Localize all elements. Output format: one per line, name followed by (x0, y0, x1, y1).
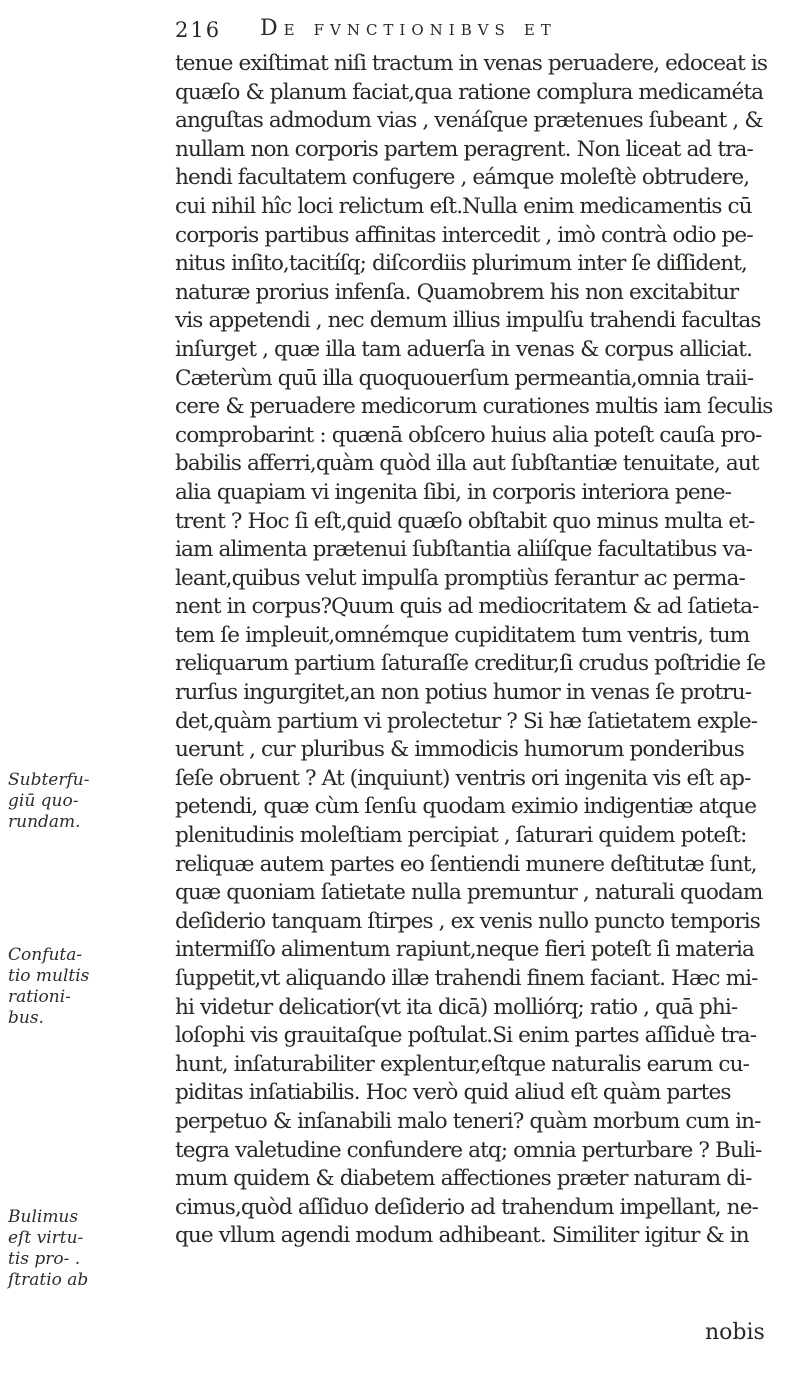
text-line: nent in corpus?Quum quis ad mediocritatem & ad ſatieta- (175, 594, 759, 620)
text-line: loſophi vis grauitaſque poſtulat.Si enim partes aſſiduè tra- (175, 1023, 757, 1049)
text-line: hendi facultatem confugere , eámque moleſtè obtrudere, (175, 165, 750, 191)
running-head: De fvnctionibvs et (260, 16, 557, 41)
text-line: plenitudinis moleſtiam percipiat , ſaturari quidem poteſt: (175, 823, 747, 849)
text-line: nullam non corporis partem peragrent. Non liceat ad tra- (175, 136, 753, 162)
text-line: ſeſe obruent ? At (inquiunt) ventris ori ingenita vis eſt ap- (175, 765, 751, 791)
text-line: petendi, quæ cùm ſenſu quodam eximio indigentiæ atque (175, 794, 757, 820)
text-line: hi videtur delicatior(vt ita dicā) molliórq; ratio , quā phi- (175, 994, 738, 1020)
margin-note-line: bus. (8, 1008, 44, 1028)
catchword: nobis (705, 1320, 765, 1345)
text-line: quæſo & planum faciat,qua ratione complura medicaméta (175, 79, 764, 105)
margin-note-line: tis pro- . (8, 1249, 81, 1269)
margin-note-line: tio multis (8, 966, 90, 986)
page-header (175, 16, 765, 50)
text-line: comprobarint : quænā obſcero huius alia poteſt cauſa pro- (175, 422, 762, 448)
text-line: que vllum agendi modum adhibeant. Similiter igitur & in (175, 1223, 749, 1249)
margin-note-line: rationi- (8, 987, 71, 1007)
text-line: rurſus ingurgitet,an non potius humor in venas ſe protru- (175, 680, 752, 706)
margin-note-line: Subterfu- (8, 770, 90, 790)
text-line: corporis partibus affinitas intercedit , imò contrà odio pe- (175, 222, 753, 248)
margin-note-subterfugium (8, 770, 176, 833)
text-line: naturæ prorius infenſa. Quamobrem his non excitabitur (175, 279, 739, 305)
text-line: babilis afferri,quàm quòd illa aut ſubſtantiæ tenuitate, aut (175, 451, 759, 477)
text-line: intermiſſo alimentum rapiunt,neque fieri poteſt ſi materia (175, 937, 754, 963)
text-line: cimus,quòd aſſiduo deſiderio ad trahendum impellant, ne- (175, 1194, 758, 1220)
text-line: vis appetendi , nec demum illius impulſu trahendi facultas (175, 308, 761, 334)
text-line: deſiderio tanquam ſtirpes , ex venis nullo puncto temporis (175, 908, 760, 934)
text-line: mum quidem & diabetem affectiones præter naturam di- (175, 1166, 752, 1192)
text-line: inſurget , quæ illa tam aduerſa in venas & corpus alliciat. (175, 336, 753, 362)
text-line: ſuppetit,vt aliquando illæ trahendi finem faciant. Hæc mi- (175, 966, 758, 991)
page-number: 216 (175, 18, 222, 42)
main-text-block (175, 50, 800, 1251)
margin-note-confutatio (8, 945, 176, 1029)
text-line: quæ quoniam ſatietate nulla premuntur , naturali quodam (175, 880, 763, 906)
text-line: tegra valetudine confundere atq; omnia perturbare ? Buli- (175, 1137, 762, 1163)
text-line: tenue exiſtimat niſi tractum in venas peruadere, edoceat is (175, 51, 768, 76)
text-line: iam alimenta prætenui ſubſtantia aliíſque facultatibus va- (175, 537, 753, 563)
text-line: cui nihil hîc loci relictum eſt.Nulla enim medicamentis cū (175, 193, 752, 219)
margin-note-line: rundam. (8, 812, 81, 832)
text-line: reliquarum partium ſaturaſſe creditur,ſi crudus poſtridie ſe (175, 651, 766, 677)
margin-note-line: eſt virtu- (8, 1228, 84, 1248)
text-line: det,quàm partium vi prolectetur ? Si hæ ſatietatem exple- (175, 708, 758, 734)
text-line: perpetuo & inſanabili malo teneri? quàm morbum cum in- (175, 1108, 761, 1134)
text-line: piditas inſatiabilis. Hoc verò quid aliud eſt quàm partes (175, 1080, 731, 1106)
text-line: nitus inſito,tacitíſq; diſcordiis plurimum inter ſe diſſident, (175, 251, 747, 277)
margin-note-line: giū quo- (8, 791, 79, 811)
text-line: leant,quibus velut impulſa promptiùs ferantur ac perma- (175, 565, 745, 591)
text-line: cere & peruadere medicorum curationes multis iam ſeculis (175, 394, 773, 420)
text-line: reliquæ autem partes eo ſentiendi munere deſtitutæ ſunt, (175, 851, 757, 877)
text-line: alia quapiam vi ingenita ſibi, in corporis interiora pene- (175, 479, 731, 505)
margin-note-line: ſtratio ab (8, 1270, 89, 1290)
margin-note-bulimus (8, 1207, 176, 1291)
margin-note-line: Confuta- (8, 945, 83, 965)
text-line: trent ? Hoc ſi eſt,quid quæſo obſtabit quo minus multa et- (175, 508, 755, 534)
margin-note-line: Bulimus (8, 1207, 79, 1227)
text-line: hunt, inſaturabiliter explentur,eſtque naturalis earum cu- (175, 1051, 750, 1077)
text-line: anguſtas admodum vias , venáſque prætenues ſubeant , & (175, 108, 763, 134)
text-line: uerunt , cur pluribus & immodicis humorum ponderibus (175, 737, 744, 763)
text-line: Cæterùm quū illa quoquouerſum permeantia,omnia traii- (175, 365, 754, 391)
text-line: tem ſe impleuit,omnémque cupiditatem tum ventris, tum (175, 622, 750, 648)
